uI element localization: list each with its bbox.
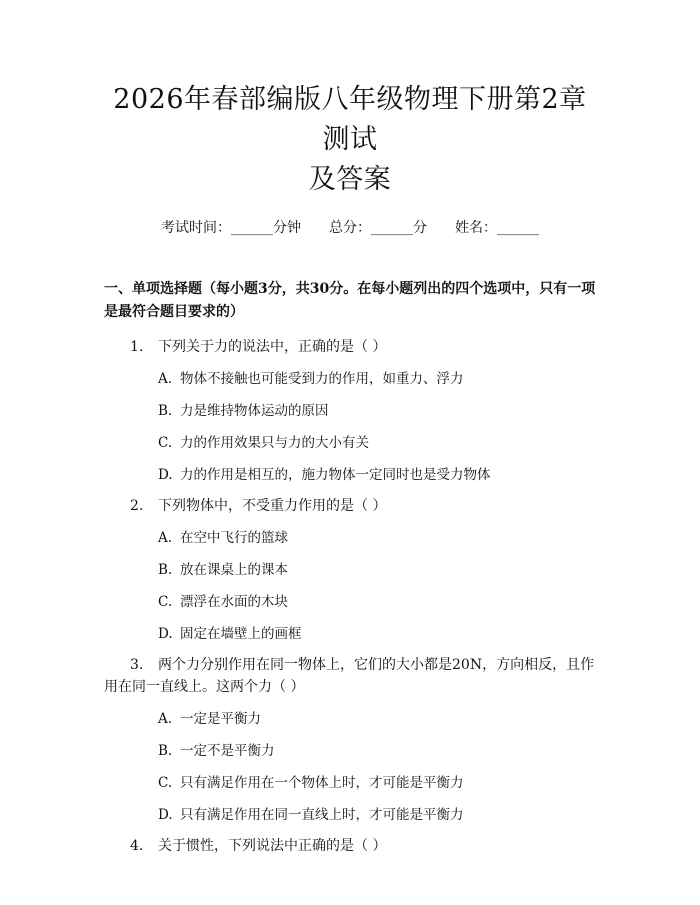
option-text: 力是维持物体运动的原因: [180, 403, 329, 419]
question-text: 两个力分别作用在同一物体上，它们的大小都是20N，方向相反，且作用在同一直线上。这两个力（ ）: [104, 657, 595, 695]
option-a: [104, 368, 596, 390]
option-c: [104, 432, 596, 454]
title-line-2: 及答案: [308, 164, 392, 195]
option-letter: B.: [158, 743, 173, 759]
option-letter: A.: [158, 530, 173, 546]
option-text: 在空中飞行的篮球: [180, 530, 288, 546]
question-number: 3.: [130, 657, 144, 673]
option-d: [104, 623, 596, 645]
option-text: 一定不是平衡力: [180, 743, 275, 759]
question-2: [104, 495, 596, 645]
option-b: [104, 559, 596, 581]
question-text: 下列物体中，不受重力作用的是（ ）: [158, 498, 387, 514]
option-text: 力的作用效果只与力的大小有关: [180, 435, 369, 451]
question-number: 4.: [130, 838, 144, 854]
option-c: [104, 591, 596, 613]
question-1: [104, 336, 596, 486]
question-stem: [104, 336, 596, 358]
option-d: [104, 804, 596, 826]
option-c: [104, 772, 596, 794]
option-text: 只有满足作用在同一直线上时，才可能是平衡力: [180, 807, 464, 823]
option-text: 力的作用是相互的，施力物体一定同时也是受力物体: [180, 467, 491, 483]
question-text: 下列关于力的说法中，正确的是（ ）: [158, 339, 387, 355]
exam-time: 考试时间：______分钟: [161, 220, 301, 236]
option-letter: C.: [158, 435, 173, 451]
question-number: 1.: [130, 339, 144, 355]
option-letter: D.: [158, 807, 173, 823]
option-letter: D.: [158, 626, 173, 642]
question-stem: [104, 835, 596, 857]
option-b: [104, 400, 596, 422]
title-line-1: 2026年春部编版八年级物理下册第2章测试: [113, 84, 587, 155]
option-letter: B.: [158, 562, 173, 578]
option-letter: B.: [158, 403, 173, 419]
question-text: 关于惯性，下列说法中正确的是（ ）: [158, 838, 387, 854]
option-letter: C.: [158, 775, 173, 791]
student-name: 姓名：______: [455, 220, 539, 236]
option-text: 放在课桌上的课本: [180, 562, 288, 578]
section-heading: 一、单项选择题（每小题3分，共30分。在每小题列出的四个选项中，只有一项是最符合题目要求的）: [104, 281, 596, 320]
option-letter: D.: [158, 467, 173, 483]
option-text: 漂浮在水面的木块: [180, 594, 288, 610]
option-d: [104, 464, 596, 486]
question-number: 2.: [130, 498, 144, 514]
option-a: [104, 708, 596, 730]
question-3: [104, 654, 596, 826]
option-text: 只有满足作用在一个物体上时，才可能是平衡力: [180, 775, 464, 791]
exam-score: 总分：______分: [329, 220, 427, 236]
option-text: 一定是平衡力: [180, 711, 261, 727]
question-stem: [104, 654, 596, 698]
page-title: [104, 0, 596, 200]
option-a: [104, 527, 596, 549]
exam-meta: [104, 218, 596, 238]
question-4: [104, 835, 596, 857]
option-text: 固定在墙壁上的画框: [180, 626, 302, 642]
option-letter: C.: [158, 594, 173, 610]
option-letter: A.: [158, 711, 173, 727]
option-letter: A.: [158, 371, 173, 387]
question-stem: [104, 495, 596, 517]
option-b: [104, 740, 596, 762]
option-text: 物体不接触也可能受到力的作用，如重力、浮力: [180, 371, 464, 387]
